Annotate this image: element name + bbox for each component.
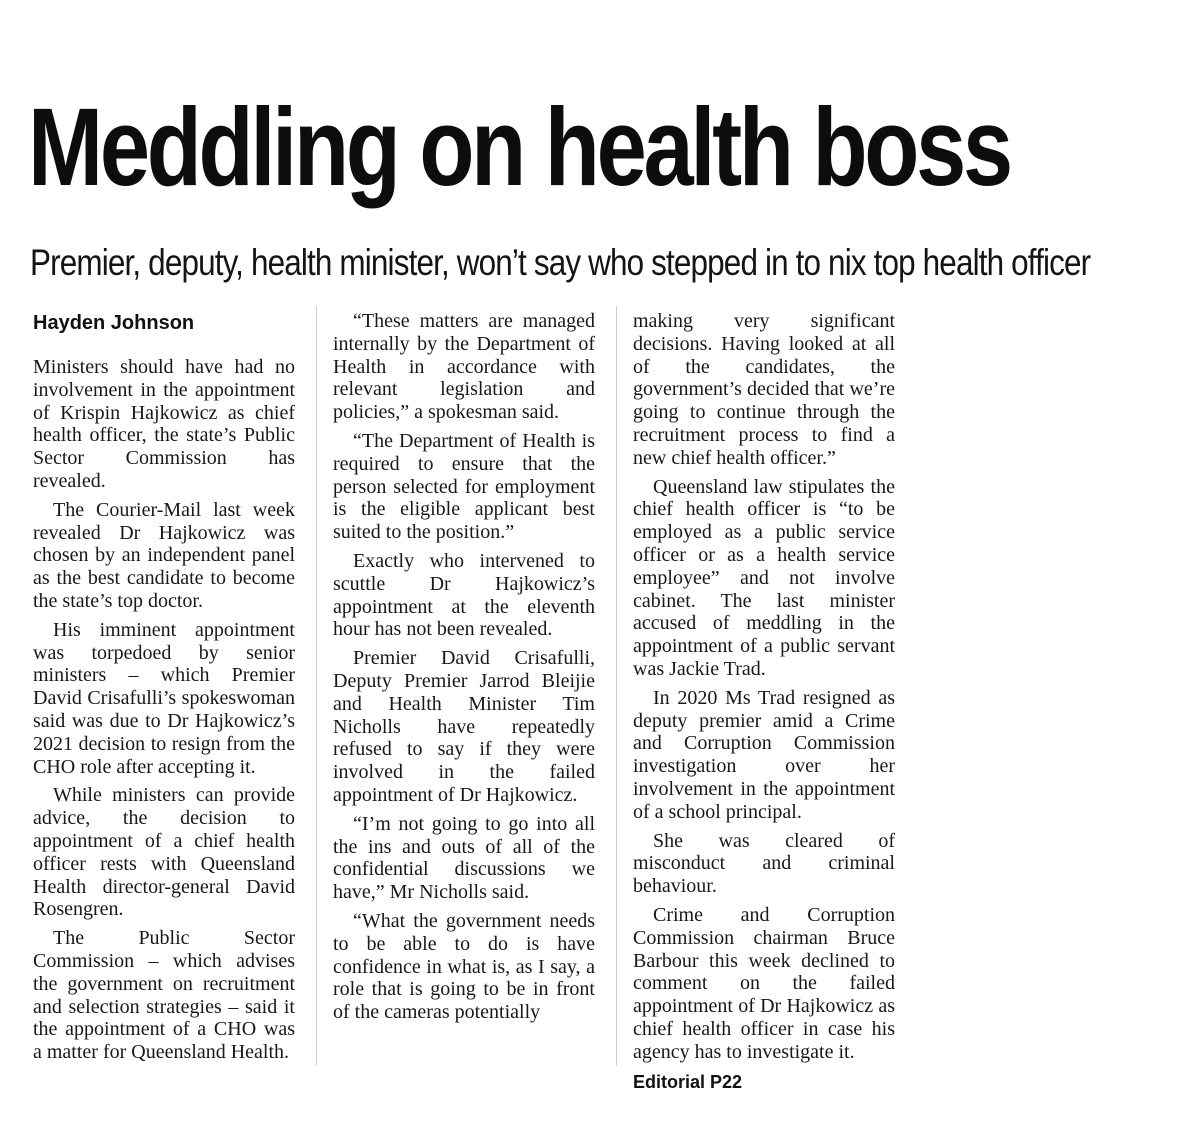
paragraph: She was cleared of misconduct and criminal behaviour. (633, 829, 895, 898)
paragraph: making very significant decisions. Having looked at all of the candidates, the government’s decided that we’re going to continue through the recruitment process to find a new chief health officer.” (633, 310, 895, 469)
subheadline: Premier, deputy, health minister, won’t say who stepped in to nix top health officer (30, 242, 1091, 283)
article-column-1 (33, 310, 295, 1070)
paragraph: His imminent appointment was torpedoed by senior ministers – which Premier David Crisafulli’s spokeswoman said was due to Dr Hajkowicz’s 2021 decision to resign from the CHO role after accepting it. (33, 618, 295, 778)
paragraph: In 2020 Ms Trad resigned as deputy premier amid a Crime and Corruption Commission investigation over her involvement in the appointment of a school principal. (633, 686, 895, 823)
column-divider (316, 306, 317, 1066)
paragraph: Exactly who intervened to scuttle Dr Hajkowicz’s appointment at the eleventh hour has not been revealed. (333, 549, 595, 641)
paragraph: “What the government needs to be able to do is have confidence in what is, as I say, a role that is going to be in front of the cameras potentially (333, 909, 595, 1024)
article-column-3 (633, 310, 895, 1094)
paragraph: The Courier-Mail last week revealed Dr Hajkowicz was chosen by an independent panel as the best candidate to become the state’s top doctor. (33, 498, 295, 612)
paragraph: While ministers can provide advice, the decision to appointment of a chief health officer rests with Queensland Health director-general David Rosengren. (33, 784, 295, 921)
paragraph: “I’m not going to go into all the ins and outs of all of the confidential discussions we have,” Mr Nicholls said. (333, 812, 595, 904)
column-divider (616, 306, 617, 1066)
byline: Hayden Johnson (33, 312, 195, 334)
article-column-2 (333, 310, 595, 1030)
paragraph: “These matters are managed internally by the Department of Health in accordance with relevant legislation and policies,” a spokesman said. (333, 310, 595, 424)
paragraph: Premier David Crisafulli, Deputy Premier Jarrod Bleijie and Health Minister Tim Nicholls have repeatedly refused to say if they were involved in the failed appointment of Dr Hajkowicz. (333, 647, 595, 806)
paragraph: The Public Sector Commission – which advises the government on recruitment and selection strategies – said it the appointment of a CHO was a matter for Queensland Health. (33, 927, 295, 1064)
paragraph: Queensland law stipulates the chief health officer is “to be employed as a public service officer or as a health service employee” and not involve cabinet. The last minister accused of meddling in the appointment of a public servant was Jackie Trad. (633, 475, 895, 680)
paragraph: “The Department of Health is required to ensure that the person selected for employment is the eligible applicant best suited to the position.” (333, 429, 595, 544)
paragraph: Ministers should have had no involvement in the appointment of Krispin Hajkowicz as chief health officer, the state’s Public Sector Commission has revealed. (33, 356, 295, 492)
headline: Meddling on health boss (28, 86, 1010, 209)
paragraph: Crime and Corruption Commission chairman Bruce Barbour this week declined to comment on the failed appointment of Dr Hajkowicz as chief health officer in case his agency has to investigate it. (633, 903, 895, 1063)
editorial-reference: Editorial P22 (633, 1071, 743, 1092)
